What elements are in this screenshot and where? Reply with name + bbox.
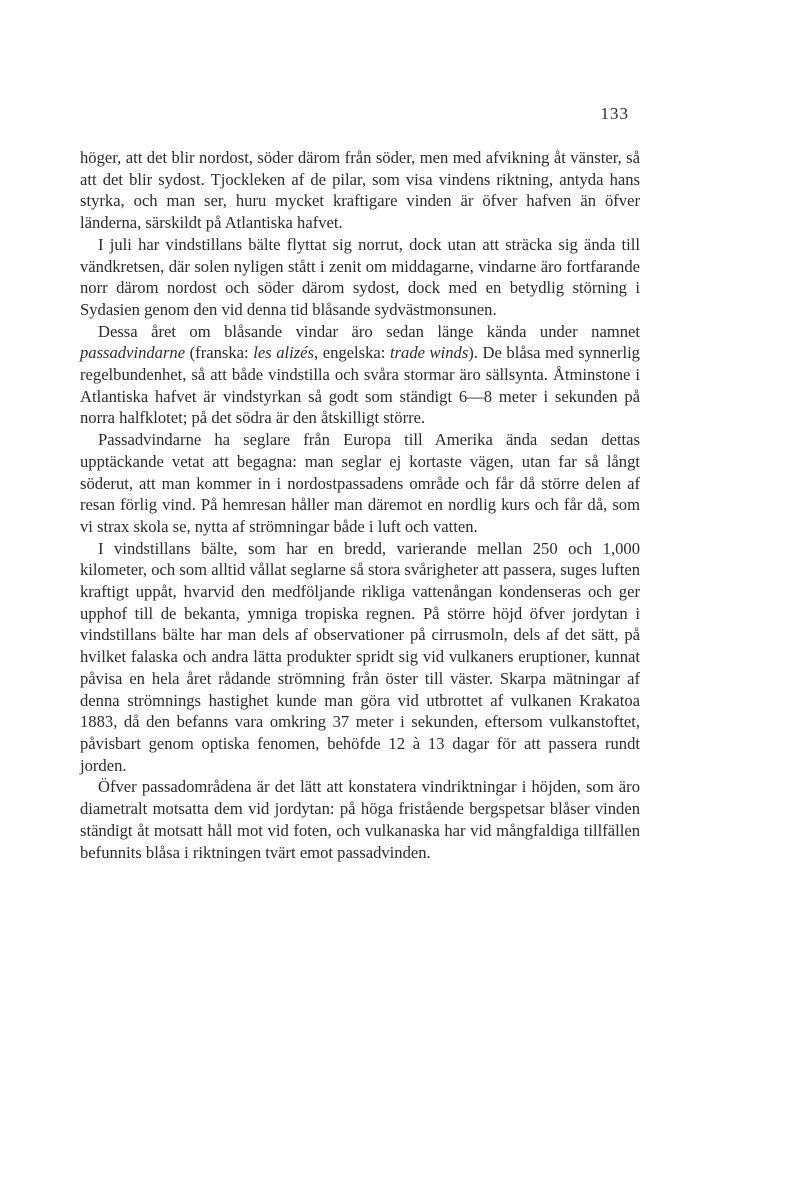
italic-term: passadvindarne: [80, 343, 186, 363]
paragraph: [80, 147, 640, 234]
paragraph: [80, 538, 640, 777]
text-run: höger, att det blir nordost, söder därom från söder, men med afvikning åt vänster, så att det blir sydost. Tjockleken af de pilar, som visa vindens riktning, antyda hans styrka, och man ser, huru mycket kraftigare vinden är öfver hafven än öfver länderna, särskildt på Atlantiska hafvet.: [80, 148, 640, 233]
italic-term: les alizés: [253, 343, 314, 363]
body-text: [80, 147, 640, 863]
text-run: (franska:: [185, 343, 254, 363]
text-run: , engelska:: [314, 343, 390, 363]
text-run: Öfver passadområdena är det lätt att konstatera vindriktningar i höjden, som äro diametralt motsatta dem vid jordytan: på höga fristående bergspetsar blåser vinden ständigt åt motsatt håll mot vid foten, och vulkanaska har vid mångfaldiga tillfällen befunnits blåsa i riktningen tvärt emot passadvinden.: [80, 777, 640, 862]
paragraph: [80, 429, 640, 538]
text-run: ). De blåsa med synnerlig regelbundenhet, så att både vindstilla och svåra stormar äro sällsynta. Åtminstone i Atlantiska hafvet är vindstyrkan så godt som ständigt 6—8 meter i sekunden på norra halfklotet; på det södra är den åtskilligt större.: [80, 343, 640, 428]
paragraph: [80, 321, 640, 430]
text-run: Passadvindarne ha seglare från Europa till Amerika ända sedan dettas upptäckande vetat att begagna: man seglar ej kortaste vägen, utan far så långt söderut, att man kommer in i nordostpassadens område och får då större delen af resan förlig vind. På hemresan håller man däremot en nordlig kurs och får då, som vi strax skola se, nytta af strömningar både i luft och vatten.: [80, 430, 640, 536]
italic-term: trade winds: [389, 343, 469, 363]
text-run: Dessa året om blåsande vindar äro sedan länge kända under namnet: [98, 321, 640, 341]
text-run: I juli har vindstillans bälte flyttat sig norrut, dock utan att sträcka sig ända till vändkretsen, där solen nyligen stått i zenit om middagarne, vindarne äro fortfarande norr därom nordost och söder därom sydost, dock med en betydlig störning i Sydasien genom den vid denna tid blåsande sydvästmonsunen.: [80, 234, 640, 319]
paragraph: [80, 776, 640, 863]
page-number: 133: [600, 104, 629, 123]
paragraph: [80, 234, 640, 321]
text-run: I vindstillans bälte, som har en bredd, varierande mellan 250 och 1,000 kilometer, och som alltid vållat seglarne så stora svårigheter att passera, suges luften kraftigt uppåt, hvarvid den medföljande rikliga vattenångan kondenseras och ger upphof till de bekanta, ymniga tropiska regnen. På större höjd öfver jordytan i vindstillans bälte har man dels af observationer på cirrusmoln, dels af det sätt, på hvilket falaska och andra lätta produkter spridt sig vid vulkaners eruptioner, kunnat påvisa en hela året rådande strömning från öster till väster. Skarpa mätningar af denna strömnings hastighet kunde man göra vid utbrottet af vulkanen Krakatoa 1883, då den befanns vara omkring 37 meter i sekunden, eftersom vulkanstoftet, påvisbart genom optiska fenomen, behöfde 12 à 13 dagar för att passera rundt jorden.: [80, 538, 640, 775]
